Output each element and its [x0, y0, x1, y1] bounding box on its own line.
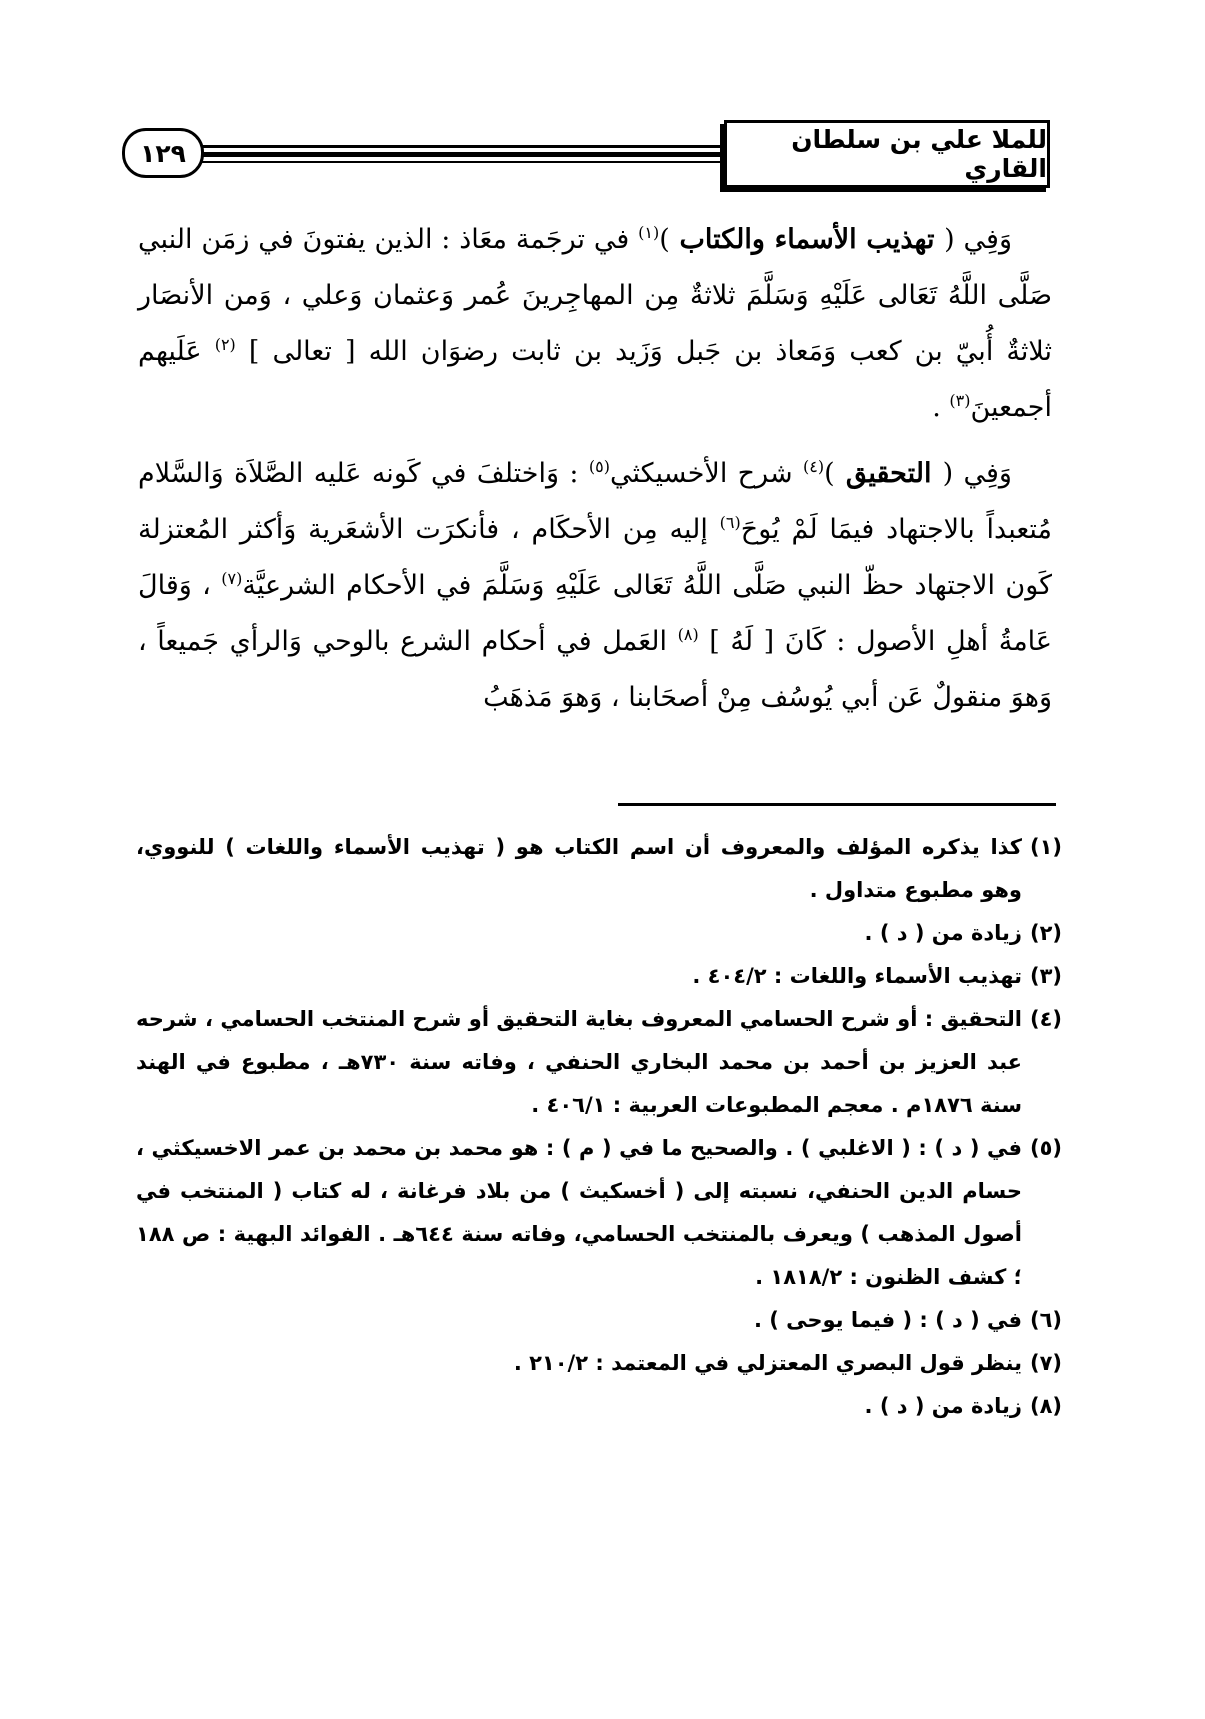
footnote-number: (٤): [1029, 1007, 1062, 1031]
footnote-marker: (٤): [803, 457, 825, 476]
footnote-text: زيادة من ( د ) .: [864, 921, 1022, 945]
footnote: [136, 955, 1062, 998]
text-run: العَمل في أحكام الشرع بالوحي وَالرأي جَميعاً ، وَهوَ منقولٌ عَن أبي يُوسُف مِنْ أصحَابنا ، وَهوَ مَذهَبُ: [138, 626, 1052, 713]
footnote-text: تهذيب الأسماء واللغات : ٤٠٤/٢ .: [692, 964, 1022, 988]
header-rule: [190, 161, 724, 163]
footnotes: [136, 826, 1062, 1428]
text-run: وَفِي (: [944, 224, 1012, 255]
text-run: عَلَيهم أجمعينَ: [138, 336, 1052, 423]
text-run: .: [932, 392, 950, 423]
header-rule: [190, 152, 724, 157]
footnote-number: (٧): [1029, 1351, 1062, 1375]
text-run: ، وَقالَ عَامةُ أهلِ الأصول : كَانَ [ لَهُ ]: [138, 570, 1052, 657]
footnote: [136, 1299, 1062, 1342]
footnote-text: زيادة من ( د ) .: [864, 1394, 1022, 1418]
text-run: ): [824, 458, 835, 489]
footnote-separator: [618, 803, 1056, 806]
text-run: ): [659, 224, 670, 255]
footnote: [136, 1342, 1062, 1385]
footnote-number: (٥): [1029, 1136, 1062, 1160]
running-header: [120, 120, 1050, 190]
book-title: التحقيق: [834, 458, 943, 489]
footnote: [136, 1385, 1062, 1428]
page-number: ١٢٩: [122, 128, 204, 178]
text-run: : وَاختلفَ في كَونه عَليه الصَّلاَة وَالسَّلام مُتعبداً بالاجتهاد فيمَا لَمْ يُوحَ: [138, 458, 1053, 545]
footnote: [136, 1127, 1062, 1299]
footnote-number: (٨): [1029, 1394, 1062, 1418]
footnote-number: (١): [1029, 835, 1062, 859]
footnote-text: كذا يذكره المؤلف والمعروف أن اسم الكتاب هو ( تهذيب الأسماء واللغات ) للنووي، وهو مطبوع متداول .: [136, 835, 1022, 902]
footnote-marker: (٧): [221, 569, 243, 588]
footnote-text: في ( د ) : ( الاغلبي ) . والصحيح ما في ( م ) : هو محمد بن محمد بن عمر الاخسيكثي ، حسام الدين الحنفي، نسبته إلى ( أخسكيث ) من بلاد فرغانة ، له كتاب ( المنتخب في أصول المذهب ) ويعرف بالمنتخب الحسامي، وفاته سنة ٦٤٤هـ . الفوائد البهية : ص ١٨٨ ؛ كشف الظنون : ١٨١٨/٢ .: [136, 1136, 1022, 1289]
footnote-marker: (٥): [588, 457, 610, 476]
footnote-marker: (٦): [719, 513, 741, 532]
paragraph: [138, 212, 1052, 436]
footnote-text: في ( د ) : ( فيما يوحى ) .: [753, 1308, 1022, 1332]
footnote-text: التحقيق : أو شرح الحسامي المعروف بغاية التحقيق أو شرح المنتخب الحسامي ، شرحه عبد العزيز بن أحمد بن محمد البخاري الحنفي ، وفاته سنة ٧٣٠هـ ، مطبوع في الهند سنة ١٨٧٦م . معجم المطبوعات العربية : ٤٠٦/١ .: [136, 1007, 1023, 1117]
footnote-number: (٢): [1029, 921, 1062, 945]
book-title: تهذيب الأسماء والكتاب: [669, 224, 945, 255]
footnote-marker: (٢): [214, 335, 236, 354]
footnote-marker: (٣): [949, 391, 971, 410]
header-rule: [190, 145, 724, 148]
header-title: للملا علي بن سلطان القاري: [724, 120, 1050, 188]
footnote: [136, 998, 1062, 1127]
main-text: [138, 212, 1052, 726]
footnote-number: (٦): [1029, 1308, 1062, 1332]
paragraph: [138, 446, 1052, 726]
footnote-marker: (٨): [677, 625, 699, 644]
footnote: [136, 826, 1062, 912]
footnote-text: ينظر قول البصري المعتزلي في المعتمد : ٢١٠/٢ .: [513, 1351, 1022, 1375]
text-run: وَفِي (: [942, 458, 1012, 489]
text-run: إليه مِن الأحكَام ، فأنكرَت الأشعَرية وَأكثر المُعتزلة كَون الاجتهاد حظّ النبي صَلَّى اللَّهُ تَعَالى عَلَيْهِ وَسَلَّمَ في الأحكام الشرعيَّة: [138, 514, 1052, 601]
footnote: [136, 912, 1062, 955]
footnote-number: (٣): [1029, 964, 1062, 988]
text-run: شرح الأخسيكثي: [609, 458, 803, 489]
footnote-marker: (١): [638, 223, 660, 242]
text-run: في ترجَمة معَاذ : الذين يفتونَ في زمَن النبي صَلَّى اللَّهُ تَعَالى عَلَيْهِ وَسَلَّمَ ثلاثةٌ مِن المهاجِرينَ عُمر وَعثمان وَعلي ، وَمن الأنصَار ثلاثةٌ أُبيّ بن كعب وَمَعاذ بن جَبل وَزَيد بن ثابت رضوَان الله [ تعالى ]: [138, 224, 1053, 367]
